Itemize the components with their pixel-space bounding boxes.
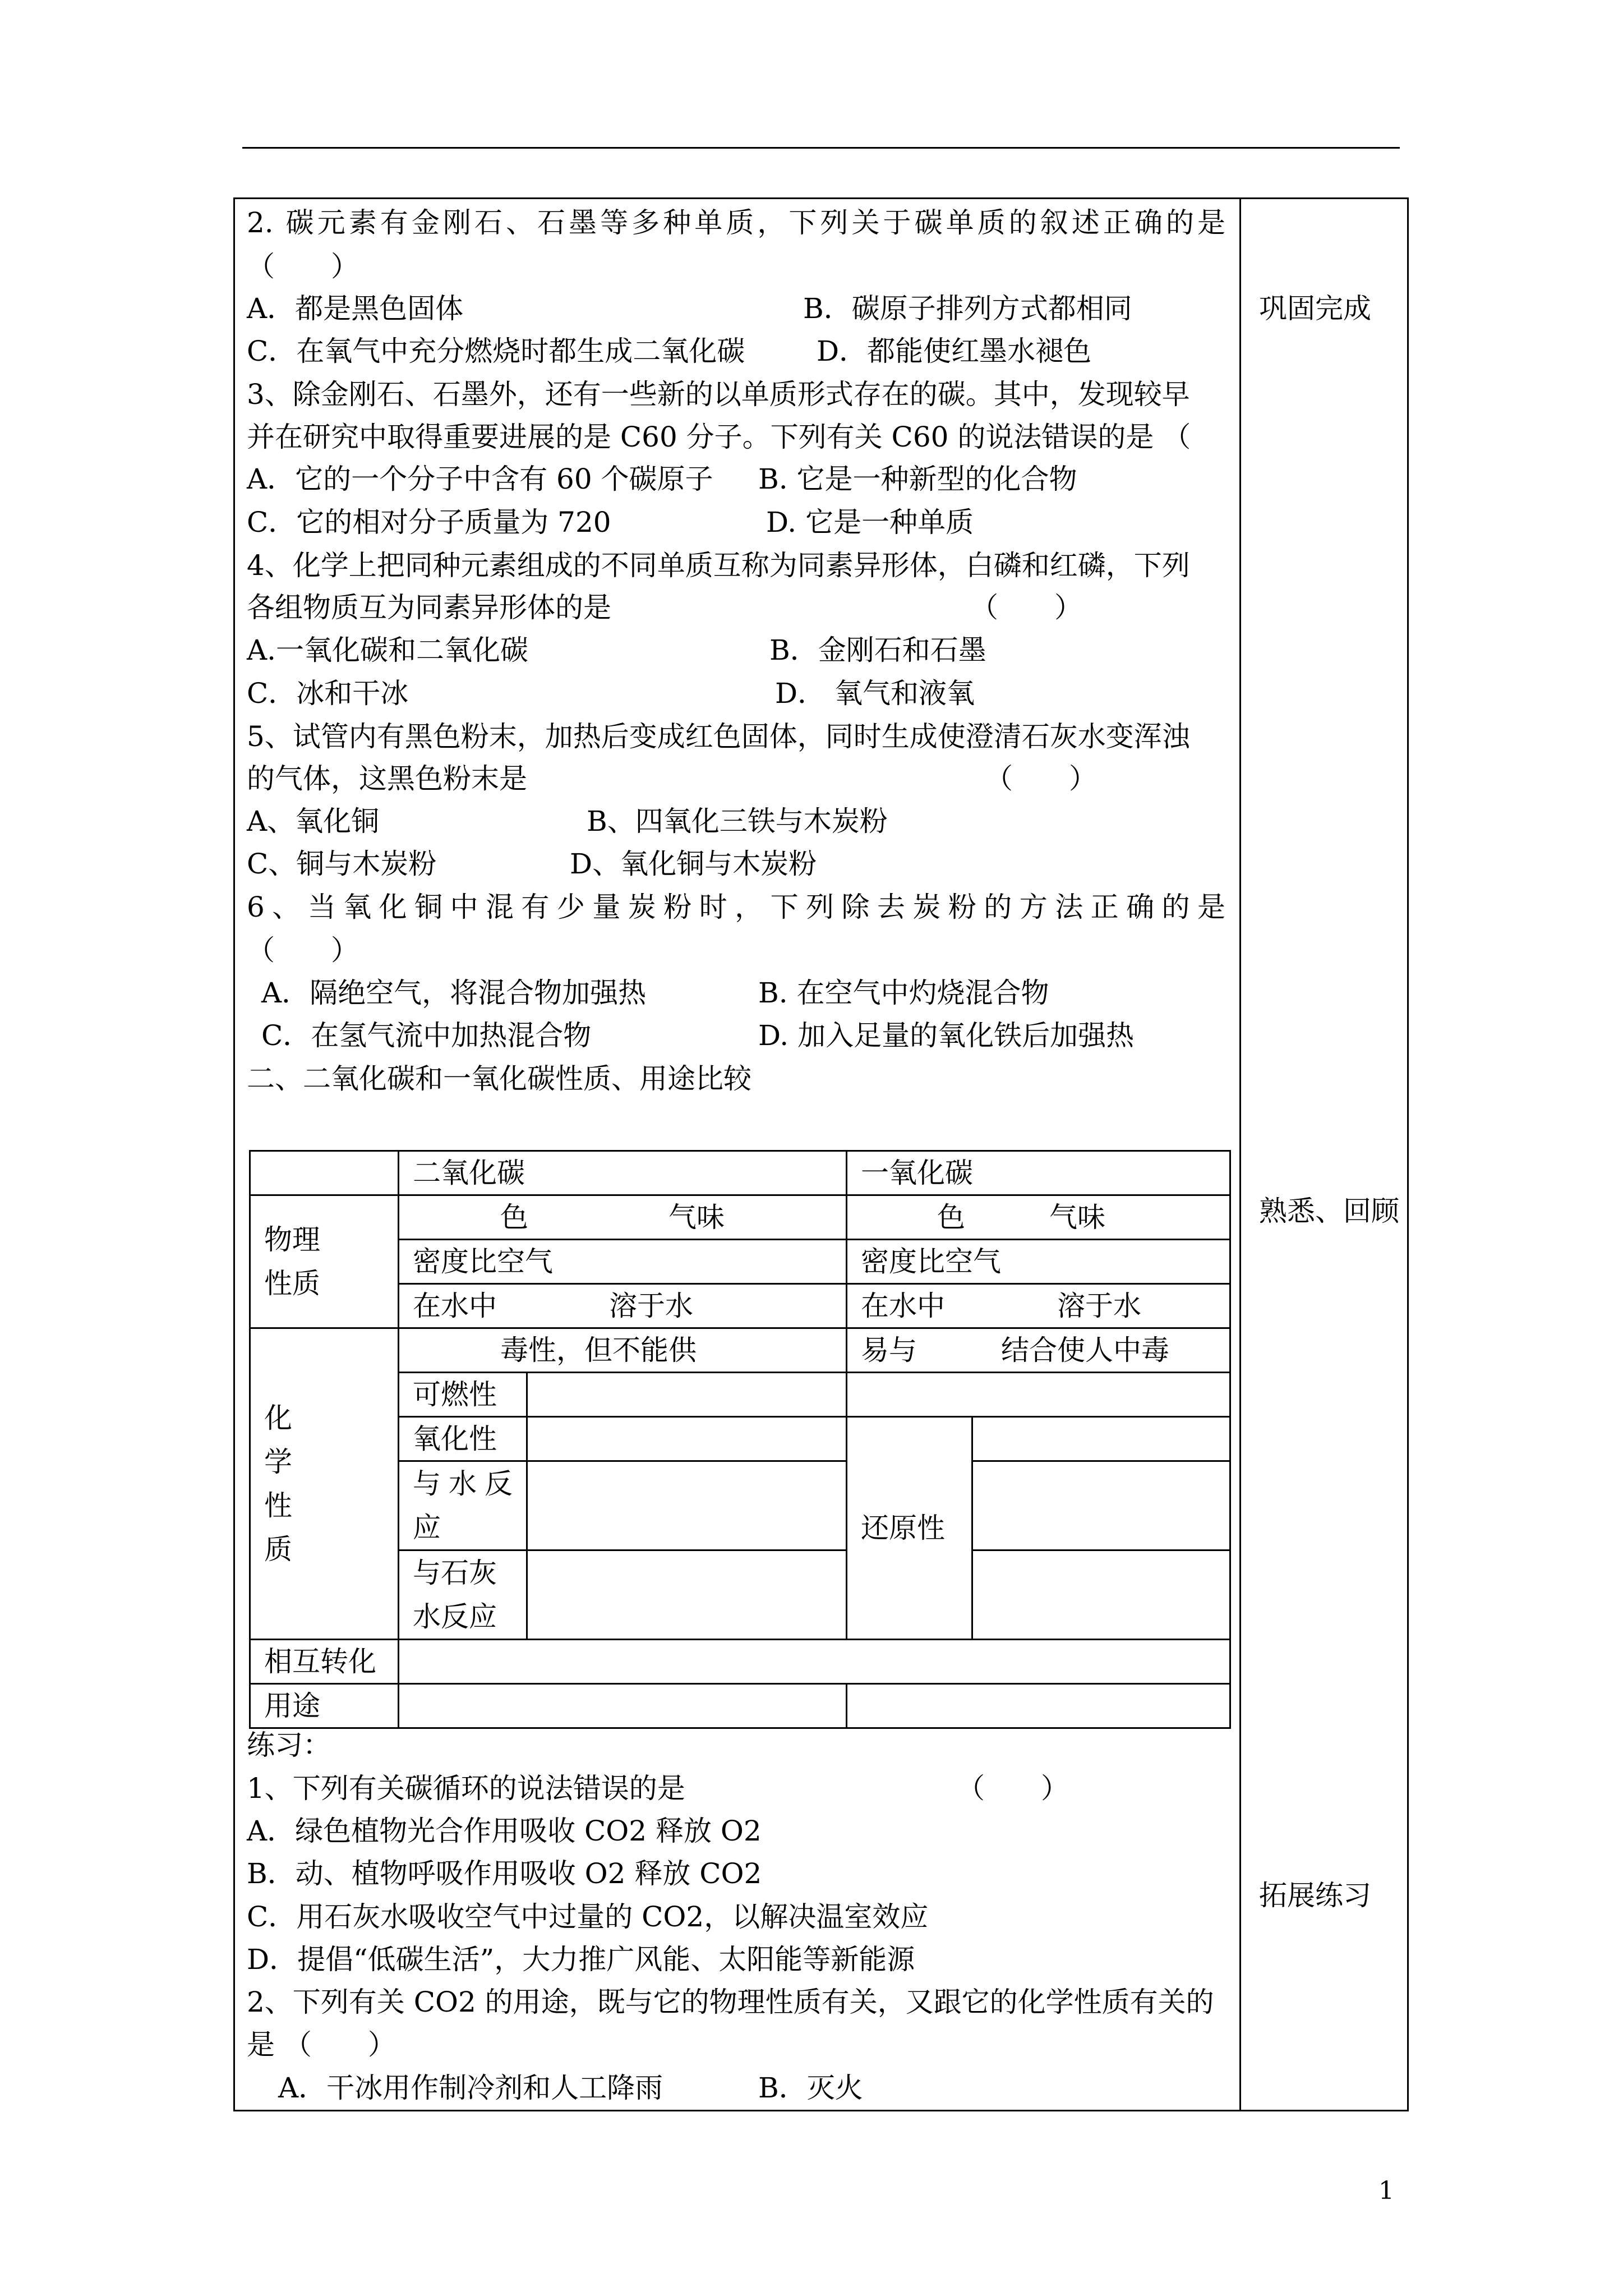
q2-paren: （ ）	[247, 250, 359, 283]
practice-q2-line1: 2、下列有关 CO2 的用途，既与它的物理性质有关，又跟它的化学性质有关的	[247, 1986, 1214, 2018]
practice-title: 练习：	[247, 1729, 331, 1761]
q6-option-b: B. 在空气中灼烧混合物	[758, 977, 1049, 1009]
q5-paren: （ ）	[985, 762, 1097, 795]
q5-option-b: B、四氧化三铁与木炭粉	[587, 805, 888, 838]
page-number: 1	[1378, 2177, 1394, 2205]
q6-option-d: D. 加入足量的氧化铁后加强热	[758, 1019, 1135, 1052]
chemical-properties-label	[250, 1328, 399, 1640]
physical-properties-label	[250, 1195, 399, 1328]
corner-cell	[250, 1151, 399, 1195]
q2-option-c: C．在氧气中充分燃烧时都生成二氧化碳	[247, 335, 745, 367]
q3-option-a: A．它的一个分子中含有 60 个碳原子	[247, 463, 713, 495]
q4-option-d: D． 氧气和液氧	[775, 677, 975, 710]
co2-toxicity: 毒性，但不能供	[399, 1328, 847, 1373]
co2-density: 密度比空气	[399, 1240, 847, 1284]
uses-label: 用途	[250, 1684, 399, 1728]
side-note-extend: 拓展练习	[1259, 1879, 1371, 1912]
co2-flammability-cell	[527, 1373, 847, 1417]
q2-option-b: B．碳原子排列方式都相同	[803, 292, 1132, 325]
q4-paren: （ ）	[970, 591, 1082, 624]
q2-stem: 2. 碳元素有金刚石、石墨等多种单质，下列关于碳单质的叙述正确的是	[247, 206, 1225, 239]
q3-line2: 并在研究中取得重要进展的是 C60 分子。下列有关 C60 的说法错误的是 （	[247, 421, 1191, 453]
co2-limewater-cell	[527, 1550, 847, 1640]
reducing-label: 还原性	[847, 1417, 972, 1640]
q5-option-c: C、铜与木炭粉	[247, 848, 437, 880]
q2-option-d: D．都能使红墨水褪色	[817, 335, 1092, 367]
q4-option-c: C．冰和干冰	[247, 677, 409, 710]
q6-option-a: A．隔绝空气，将混合物加强热	[261, 977, 647, 1009]
section-title: 二、二氧化碳和一氧化碳性质、用途比较	[247, 1062, 751, 1095]
q3-option-d: D. 它是一种单质	[766, 506, 974, 539]
co2-oxidizing-cell	[527, 1417, 847, 1461]
q2-option-a: A．都是黑色固体	[247, 292, 464, 325]
co-header: 一氧化碳	[847, 1151, 1230, 1195]
practice-q2-option-b: B．灭火	[758, 2072, 863, 2104]
co-color-odor: 色 气味	[847, 1195, 1230, 1240]
header-rule	[242, 147, 1400, 149]
co-reducing-cell-3	[972, 1550, 1230, 1640]
oxidizing-label: 氧化性	[399, 1417, 527, 1461]
practice-q1-option-a: A．绿色植物光合作用吸收 CO2 释放 O2	[247, 1815, 762, 1847]
co2-header: 二氧化碳	[399, 1151, 847, 1195]
physical-properties-text: 物理性质	[264, 1223, 320, 1300]
practice-q2-option-a: A．干冰用作制冷剂和人工降雨	[278, 2072, 663, 2104]
q5-line1: 5、试管内有黑色粉末，加热后变成红色固体，同时生成使澄清石灰水变浑浊	[247, 720, 1190, 753]
flammability-label: 可燃性	[399, 1373, 527, 1417]
conversion-cell	[399, 1640, 1230, 1684]
q5-option-d: D、氧化铜与木炭粉	[570, 848, 817, 880]
chemical-properties-text: 化学性质	[264, 1402, 292, 1566]
practice-q1-option-b: B．动、植物呼吸作用吸收 O2 释放 CO2	[247, 1857, 762, 1890]
co2-water-reaction-cell	[527, 1461, 847, 1550]
practice-q2-line2: 是 （ ）	[247, 2028, 396, 2061]
q4-line1: 4、化学上把同种元素组成的不同单质互称为同素异形体，白磷和红磷，下列	[247, 549, 1190, 582]
q4-option-b: B．金刚石和石墨	[769, 634, 986, 666]
conversion-label: 相互转化	[250, 1640, 399, 1684]
limewater-reaction-text: 与石灰水反应	[413, 1557, 497, 1633]
co-density: 密度比空气	[847, 1240, 1230, 1284]
co-reducing-cell-2	[972, 1461, 1230, 1550]
co2-color-odor: 色 气味	[399, 1195, 847, 1240]
comparison-table	[249, 1150, 1231, 1729]
q3-line1: 3、除金刚石、石墨外，还有一些新的以单质形式存在的碳。其中，发现较早	[247, 378, 1190, 411]
practice-q1-option-d: D．提倡“低碳生活”，大力推广风能、太阳能等新能源	[247, 1943, 915, 1976]
column-divider	[1239, 197, 1241, 2111]
q6-paren: （ ）	[247, 934, 359, 967]
q5-line2: 的气体，这黑色粉末是	[247, 762, 527, 795]
co-reducing-cell-1	[972, 1417, 1230, 1461]
q6-stem: 6、当氧化铜中混有少量炭粉时，下列除去炭粉的方法正确的是	[247, 891, 1225, 923]
co-toxicity: 易与 结合使人中毒	[847, 1328, 1230, 1373]
q4-option-a: A.一氧化碳和二氧化碳	[247, 634, 529, 666]
q3-option-b: B. 它是一种新型的化合物	[758, 463, 1077, 495]
q3-option-c: C．它的相对分子质量为 720	[247, 506, 611, 539]
practice-q1-paren: （ ）	[957, 1772, 1069, 1805]
side-note-consolidate: 巩固完成	[1259, 292, 1371, 325]
practice-q1-stem: 1、下列有关碳循环的说法错误的是	[247, 1772, 685, 1805]
q6-option-c: C．在氢气流中加热混合物	[261, 1019, 592, 1052]
co-solubility: 在水中 溶于水	[847, 1284, 1230, 1328]
limewater-reaction-label	[399, 1550, 527, 1640]
co-uses-cell	[847, 1684, 1230, 1728]
q4-line2: 各组物质互为同素异形体的是	[247, 591, 611, 624]
co-flammability-cell	[847, 1373, 1230, 1417]
q5-option-a: A、氧化铜	[247, 805, 380, 838]
co2-solubility: 在水中 溶于水	[399, 1284, 847, 1328]
co2-uses-cell	[399, 1684, 847, 1728]
side-note-review: 熟悉、回顾	[1259, 1195, 1399, 1227]
practice-q1-option-c: C．用石灰水吸收空气中过量的 CO2，以解决温室效应	[247, 1901, 929, 1933]
water-reaction-label	[399, 1461, 527, 1550]
water-reaction-text: 与水反应	[413, 1467, 513, 1544]
